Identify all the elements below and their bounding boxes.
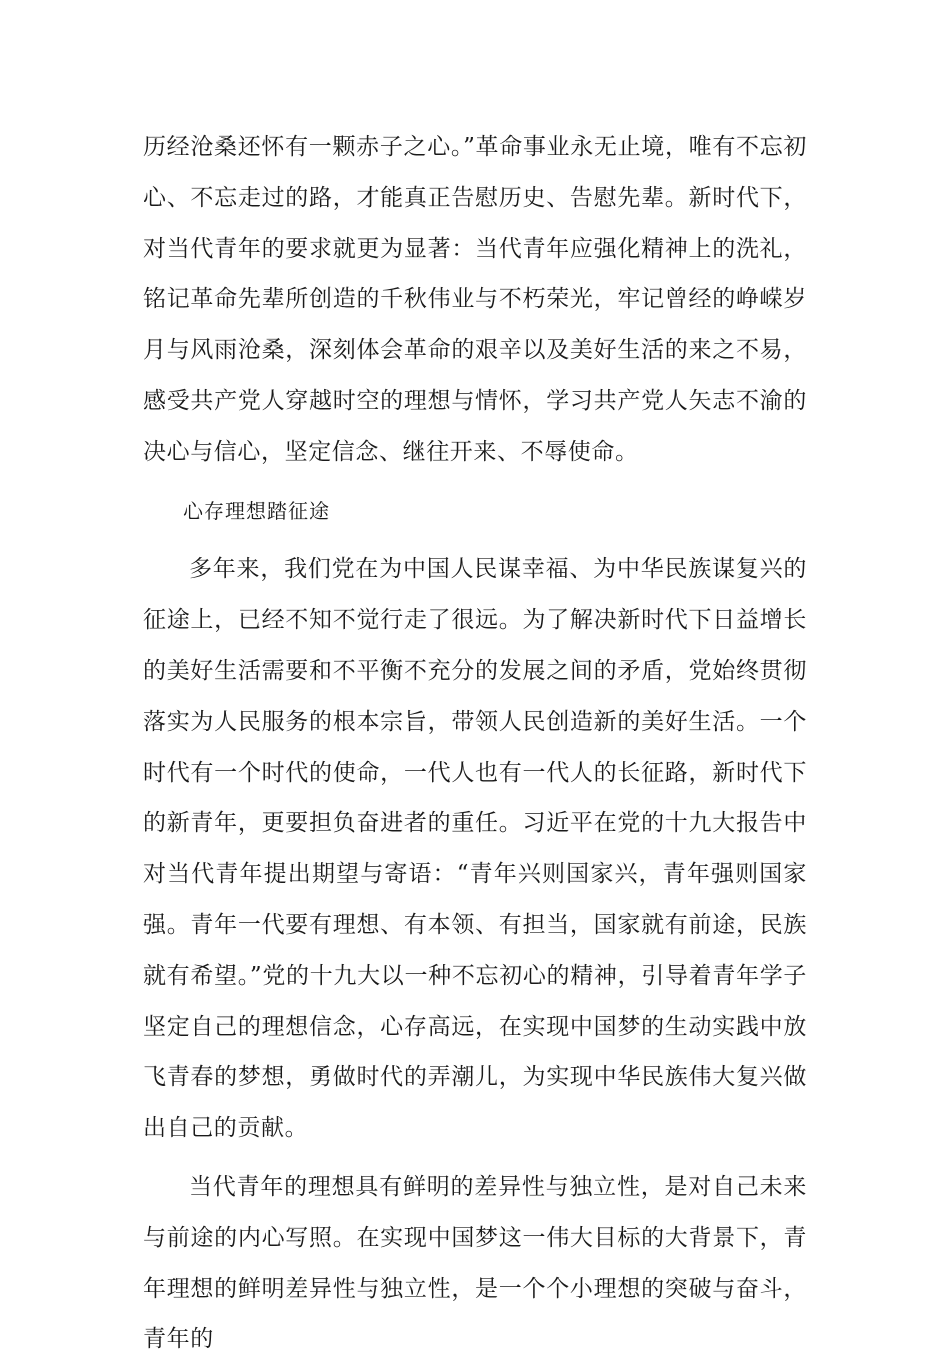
- paragraph-ideals: 多年来，我们党在为中国人民谋幸福、为中华民族谋复兴的征途上，已经不知不觉行走了很远。为了解决新时代下日益增长的美好生活需要和不平衡不充分的发展之间的矛盾，党始终贯彻落实为人民服务的根本宗旨，带领人民创造新的美好生活。一个时代有一个时代的使命，一代人也有一代人的长征路，新时代下的新青年，更要担负奋进者的重任。习近平在党的十九大报告中对当代青年提出期望与寄语：“青年兴则国家兴，青年强则国家强。青年一代要有理想、有本领、有担当，国家就有前途，民族就有希望。”党的十九大以一种不忘初心的精神，引导着青年学子坚定自己的理想信念，心存高远，在实现中国梦的生动实践中放飞青春的梦想，勇做时代的弄潮儿，为实现中华民族伟大复兴做出自己的贡献。: [143, 556, 807, 1142]
- document-body: [143, 122, 807, 1365]
- paragraph-continuation: 历经沧桑还怀有一颗赤子之心。”革命事业永无止境，唯有不忘初心、不忘走过的路，才能真正告慰历史、告慰先辈。新时代下，对当代青年的要求就更为显著：当代青年应强化精神上的洗礼，铭记革命先辈所创造的千秋伟业与不朽荣光，牢记曾经的峥嵘岁月与风雨沧桑，深刻体会革命的艰辛以及美好生活的来之不易，感受共产党人穿越时空的理想与情怀，学习共产党人矢志不渝的决心与信心，坚定信念、继往开来、不辱使命。: [143, 134, 807, 465]
- paragraph-youth-ideals: 当代青年的理想具有鲜明的差异性与独立性，是对自己未来与前途的内心写照。在实现中国梦这一伟大目标的大背景下，青年理想的鲜明差异性与独立性，是一个个小理想的突破与奋斗，青年的: [143, 1173, 807, 1353]
- section-heading: 心存理想踏征途: [183, 498, 330, 523]
